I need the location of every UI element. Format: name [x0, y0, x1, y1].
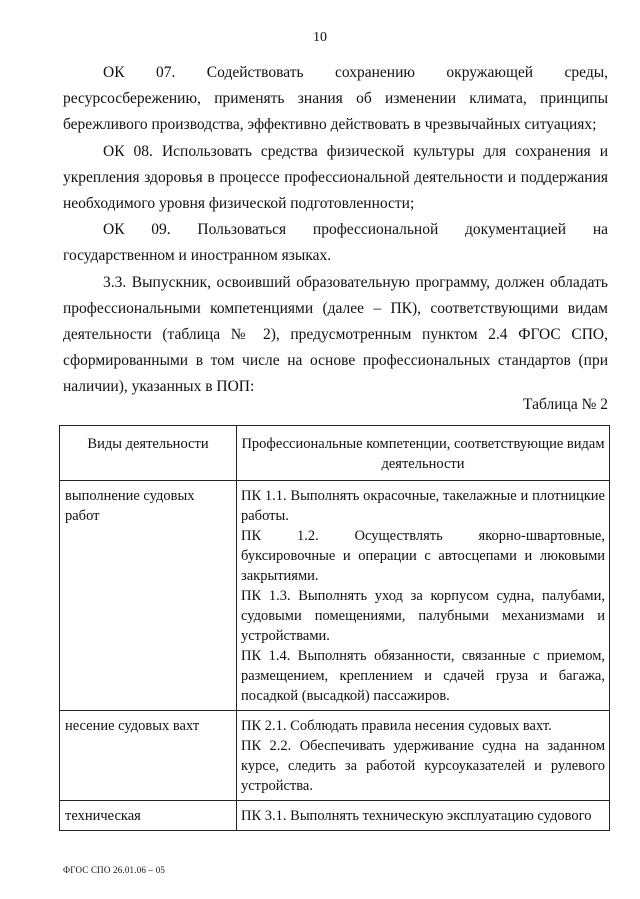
paragraph-ok08: ОК 08. Использовать средства физической культуры для сохранения и укрепления здоровья в процессе профессиональной деятельности и поддержания необходимого уровня физической подготовленности;	[63, 143, 608, 212]
competency-item: ПК 1.2. Осуществлять якорно-швартовные, буксировочные и операции с автосцепами и люковыми закрытиями.	[241, 528, 605, 584]
paragraph-3-3: 3.3. Выпускник, освоивший образовательную программу, должен обладать профессиональными компетенциями (далее – ПК), соответствующими видам деятельности (таблица № 2), предусмотренным пунктом 2.4 ФГОС СПО, сформированными в том числе на основе профессиональных стандартов (при наличии), указанных в ПОП:	[63, 274, 608, 395]
competency-item: ПК 2.2. Обеспечивать удерживание судна на заданном курсе, следить за работой курсоуказателей и рулевого устройства.	[241, 738, 605, 794]
competency-item: ПК 1.1. Выполнять окрасочные, такелажные и плотницкие работы.	[241, 488, 605, 524]
competency-item: ПК 1.4. Выполнять обязанности, связанные с приемом, размещением, креплением и сдачей груза и багажа, посадкой (высадкой) пассажиров.	[241, 648, 605, 704]
table-row	[60, 711, 610, 801]
competencies-cell	[237, 481, 610, 711]
activity-cell: выполнение судовых работ	[60, 481, 237, 711]
table-caption: Таблица № 2	[523, 396, 608, 413]
competencies-cell	[237, 801, 610, 831]
activity-cell: несение судовых вахт	[60, 711, 237, 801]
table-header-row	[60, 426, 610, 481]
page-number: 10	[313, 30, 327, 45]
document-footer: ФГОС СПО 26.01.06 – 05	[63, 865, 166, 875]
competency-item: ПК 2.1. Соблюдать правила несения судовых вахт.	[241, 718, 552, 734]
competency-item: ПК 3.1. Выполнять техническую эксплуатацию судового	[241, 808, 592, 824]
table-row	[60, 481, 610, 711]
paragraph-ok09: ОК 09. Пользоваться профессиональной документацией на государственном и иностранном языках.	[63, 221, 608, 264]
competencies-cell	[237, 711, 610, 801]
activity-cell: техническая	[60, 801, 237, 831]
table-header-competencies: Профессиональные компетенции, соответствующие видам деятельности	[237, 426, 610, 481]
table-row	[60, 801, 610, 831]
paragraph-ok07: ОК 07. Содействовать сохранению окружающей среды, ресурсосбережению, применять знания об изменении климата, принципы бережливого производства, эффективно действовать в чрезвычайных ситуациях;	[63, 64, 608, 133]
table-header-activity: Виды деятельности	[60, 426, 237, 481]
competencies-table	[59, 425, 610, 831]
competency-item: ПК 1.3. Выполнять уход за корпусом судна, палубами, судовыми помещениями, палубными механизмами и устройствами.	[241, 588, 605, 644]
